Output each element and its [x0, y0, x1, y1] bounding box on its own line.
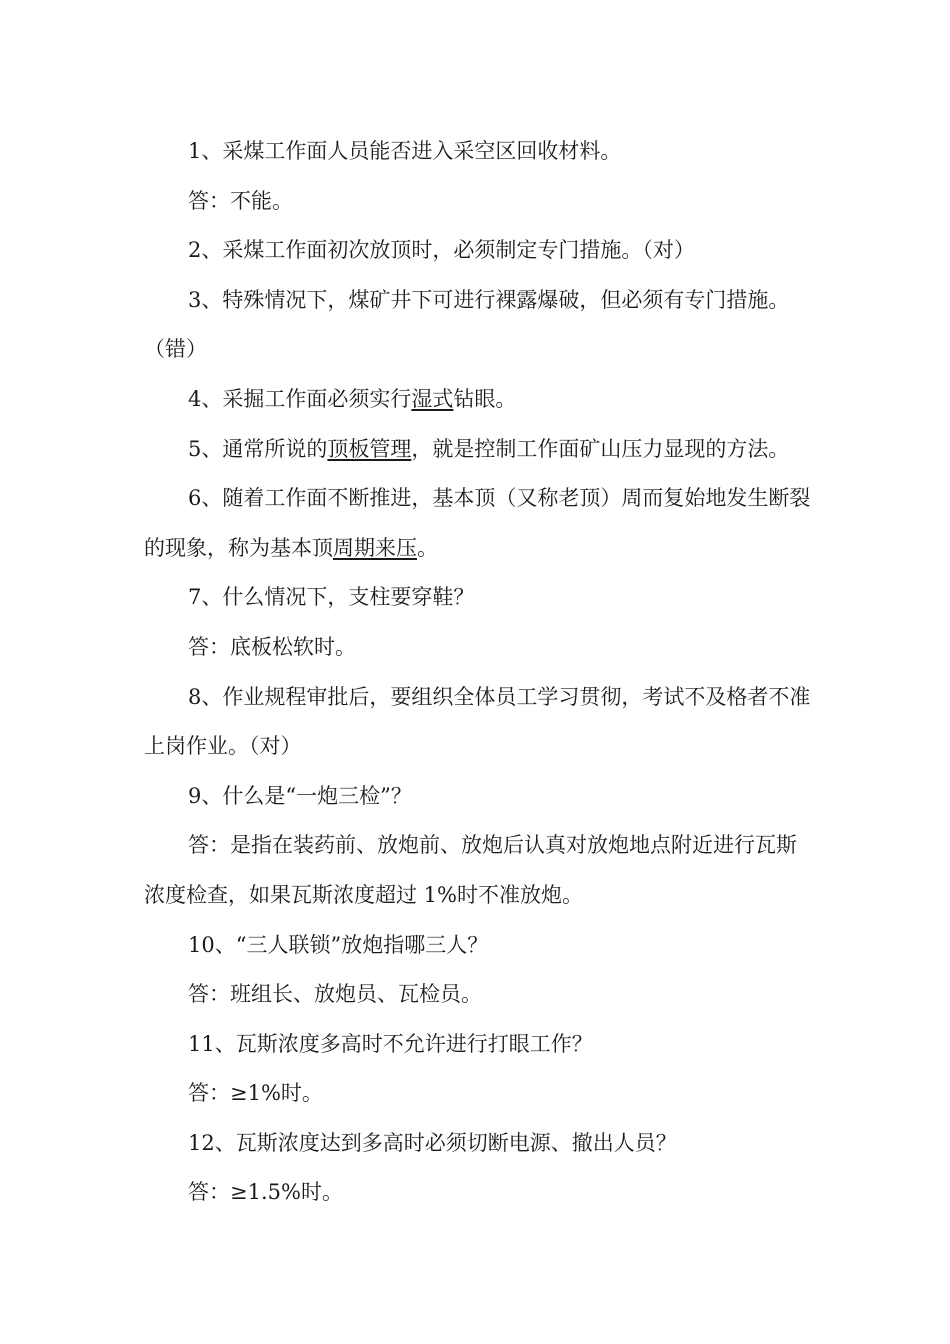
paragraph-text: 钻眼。 — [453, 386, 517, 411]
paragraph — [144, 127, 812, 177]
paragraph — [144, 177, 812, 227]
document-body — [144, 127, 812, 1218]
paragraph-text: 1、采煤工作面人员能否进入采空区回收材料。 — [188, 139, 622, 163]
paragraph-text: 2、采煤工作面初次放顶时，必须制定专门措施。（对） — [188, 238, 695, 263]
paragraph — [144, 970, 812, 1020]
paragraph — [144, 425, 812, 475]
paragraph-text: 9、什么是“一炮三检”？ — [188, 783, 412, 808]
paragraph-text: 10、“三人联锁”放炮指哪三人？ — [188, 932, 489, 957]
paragraph-text: 答：是指在装药前、放炮前、放炮后认真对放炮地点附近进行瓦斯浓度检查，如果瓦斯浓度超过 1%时不准放炮。 — [144, 833, 797, 907]
paragraph-text: 答：班组长、放炮员、瓦检员。 — [188, 982, 482, 1007]
paragraph-text: ，就是控制工作面矿山压力显现的方法。 — [411, 436, 790, 461]
paragraph — [144, 573, 812, 623]
paragraph-text: 7、什么情况下，支柱要穿鞋？ — [188, 585, 475, 610]
paragraph — [144, 375, 812, 425]
paragraph — [144, 276, 812, 375]
paragraph-text: 答：不能。 — [188, 188, 293, 213]
paragraph-text: 4、采掘工作面必须实行 — [188, 386, 412, 411]
paragraph — [144, 772, 812, 822]
paragraph-text: 6、随着工作面不断推进，基本顶（又称老顶）周而复始地发生断裂的现象，称为基本顶 — [144, 486, 811, 560]
paragraph — [144, 623, 812, 673]
paragraph-text: 。 — [417, 535, 438, 560]
paragraph — [144, 673, 812, 772]
paragraph-text: 答：底板松软时。 — [188, 634, 356, 659]
underlined-term: 顶板管理 — [327, 436, 412, 461]
paragraph — [144, 921, 812, 971]
paragraph-text: 12、瓦斯浓度达到多高时必须切断电源、撤出人员？ — [188, 1130, 677, 1155]
paragraph — [144, 1069, 812, 1119]
paragraph — [144, 474, 812, 573]
paragraph-text: 8、作业规程审批后，要组织全体员工学习贯彻，考试不及格者不准上岗作业。（对） — [144, 684, 811, 759]
paragraph-text: 答：≥1.5%时。 — [188, 1180, 343, 1205]
paragraph — [144, 226, 812, 276]
paragraph — [144, 821, 812, 920]
underlined-term: 湿式 — [411, 386, 454, 411]
underlined-term: 周期来压 — [333, 535, 417, 560]
paragraph — [144, 1020, 812, 1070]
paragraph-text: 11、瓦斯浓度多高时不允许进行打眼工作？ — [188, 1031, 593, 1056]
paragraph-text: 3、特殊情况下，煤矿井下可进行裸露爆破，但必须有专门措施。（错） — [144, 287, 790, 362]
paragraph — [144, 1119, 812, 1169]
paragraph — [144, 1168, 812, 1218]
paragraph-text: 5、通常所说的 — [188, 436, 328, 461]
paragraph-text: 答：≥1%时。 — [188, 1081, 323, 1106]
